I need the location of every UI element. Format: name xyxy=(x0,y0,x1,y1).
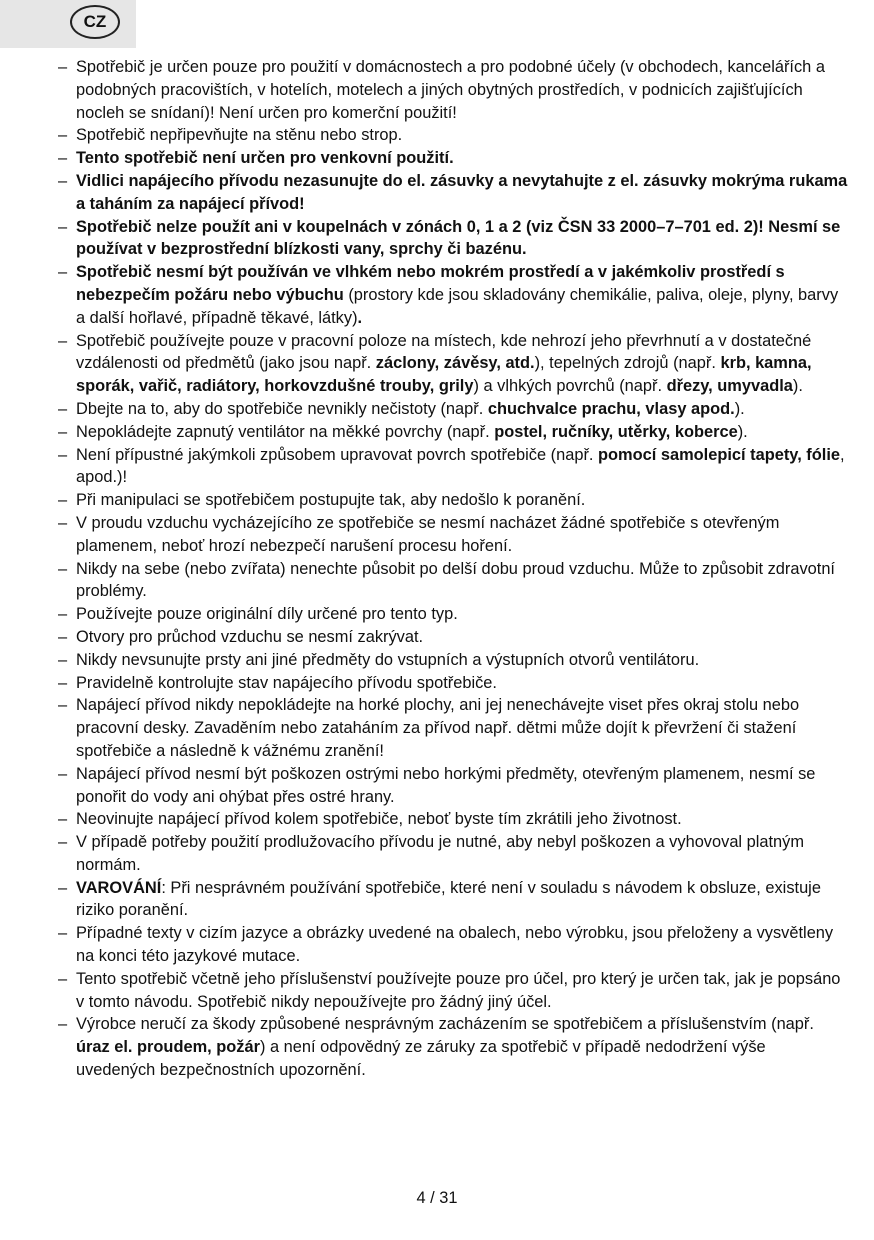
bullet-dash: – xyxy=(58,217,68,236)
item-text: Dbejte na to, aby do spotřebiče nevnikly nečistoty (např. xyxy=(76,399,488,418)
bold-text: Vidlici napájecího přívodu nezasunujte do el. zásuvky a nevytahujte z el. zásuvky mokrýma rukama a taháním za napájecí přívod! xyxy=(76,171,848,213)
item-text: (prostory kde jsou skladovány chemikálie, paliva, oleje, plyny, barvy a další hořlavé, případně těkavé, látky) xyxy=(76,285,839,327)
item-text: , apod.)! xyxy=(76,445,845,487)
bullet-dash: – xyxy=(58,924,68,943)
bullet-dash: – xyxy=(58,764,68,783)
bullet-dash: – xyxy=(58,673,68,692)
list-item xyxy=(58,831,848,877)
list-item xyxy=(58,398,848,421)
bold-text: úraz el. proudem, požár xyxy=(76,1038,260,1057)
item-text: ). xyxy=(734,399,745,418)
list-item xyxy=(58,558,848,604)
list-item xyxy=(58,330,848,398)
item-text: Spotřebič používejte pouze v pracovní poloze na místech, kde nehrozí jeho převrhnutí a v dostatečné vzdálenosti od předmětů (jako jsou např. xyxy=(76,331,812,373)
list-item xyxy=(58,421,848,444)
list-item xyxy=(58,763,848,809)
item-text: V případě potřeby použití prodlužovacího přívodu je nutné, aby nebyl poškozen a vyhovoval platným normám. xyxy=(76,833,805,874)
item-text: Používejte pouze originální díly určené pro tento typ. xyxy=(76,605,458,624)
language-tab xyxy=(0,0,136,48)
bullet-dash: – xyxy=(58,263,68,282)
list-item xyxy=(58,489,848,512)
bullet-dash: – xyxy=(58,969,68,988)
list-item xyxy=(58,877,848,923)
item-text: : Při nesprávném používání spotřebiče, které není v souladu s návodem k obsluze, existuje riziko poranění. xyxy=(76,878,821,920)
bold-text: . xyxy=(357,308,363,327)
bullet-dash: – xyxy=(58,445,68,464)
list-item xyxy=(58,56,848,124)
bullet-dash: – xyxy=(58,171,68,190)
list-item xyxy=(58,649,848,672)
page-number: 4 / 31 xyxy=(416,1189,458,1207)
list-item xyxy=(58,444,848,490)
item-text: ) a vlhkých povrchů (např. xyxy=(473,377,667,396)
item-text: ) a není odpovědný ze záruky za spotřebič v případě nedodržení výše uvedených bezpečnostních upozornění. xyxy=(76,1038,766,1080)
item-text: Spotřebič nepřipevňujte na stěnu nebo strop. xyxy=(76,126,403,145)
list-item xyxy=(58,922,848,968)
list-item xyxy=(58,968,848,1014)
item-text: Napájecí přívod nesmí být poškozen ostrými nebo horkými předměty, otevřeným plamenem, nesmí se ponořit do vody ani ohýbat přes ostré hrany. xyxy=(76,764,816,806)
bold-text: Tento spotřebič není určen pro venkovní použití. xyxy=(76,149,454,168)
item-text: Případné texty v cizím jazyce a obrázky uvedené na obalech, nebo výrobku, jsou přeloženy a vysvětleny na konci této jazykové mutace. xyxy=(76,924,834,966)
bold-text: Spotřebič nelze použít ani v koupelnách v zónách 0, 1 a 2 (viz ČSN 33 2000–7–701 ed. 2)! Nesmí se používat v bezprostřední blízkosti vany, sprchy či bazénu. xyxy=(76,217,841,259)
list-item xyxy=(58,261,848,329)
bullet-dash: – xyxy=(58,833,68,852)
bold-text: dřezy, umyvadla xyxy=(666,377,793,396)
item-text: Otvory pro průchod vzduchu se nesmí zakrývat. xyxy=(76,627,424,646)
bold-text: postel, ručníky, utěrky, koberce xyxy=(494,422,738,441)
list-item xyxy=(58,694,848,762)
item-text: Výrobce neručí za škody způsobené nesprávným zacházením se spotřebičem a příslušenstvím (např. xyxy=(76,1015,814,1034)
bullet-dash: – xyxy=(58,399,68,418)
bullet-dash: – xyxy=(58,878,68,897)
item-text: Není přípustné jakýmkoli způsobem upravovat povrch spotřebiče (např. xyxy=(76,445,599,464)
list-item xyxy=(58,170,848,216)
item-text: V proudu vzduchu vycházejícího ze spotřebiče se nesmí nacházet žádné spotřebiče s otevřeným plamenem, neboť hrozí nebezpečí narušení procesu hoření. xyxy=(76,513,780,555)
item-text: Nikdy na sebe (nebo zvířata) nenechte působit po delší dobu proud vzduchu. Může to způsobit zdravotní problémy. xyxy=(76,559,835,601)
item-text: ). xyxy=(737,422,748,441)
item-text: ), tepelných zdrojů (např. xyxy=(534,354,721,373)
item-text: Nepokládejte zapnutý ventilátor na měkké povrchy (např. xyxy=(76,422,495,441)
item-text: Napájecí přívod nikdy nepokládejte na horké plochy, ani jej nenechávejte viset přes okraj stolu nebo pracovní desky. Zavaděním nebo zataháním za přívod např. dětmi může dojít k převržení či stažení spotřebiče a následně k vážnému zranění! xyxy=(76,696,800,760)
bullet-dash: – xyxy=(58,810,68,829)
list-item xyxy=(58,672,848,695)
bullet-dash: – xyxy=(58,513,68,532)
bold-text: chuchvalce prachu, vlasy apod. xyxy=(487,399,735,418)
list-item xyxy=(58,147,848,170)
bold-text: záclony, závěsy, atd. xyxy=(375,354,535,373)
bullet-dash: – xyxy=(58,58,68,76)
bullet-dash: – xyxy=(58,491,68,510)
item-text: Pravidelně kontrolujte stav napájecího přívodu spotřebiče. xyxy=(76,673,497,692)
list-item xyxy=(58,1013,848,1081)
bullet-dash: – xyxy=(58,605,68,624)
bullet-dash: – xyxy=(58,422,68,441)
list-item xyxy=(58,512,848,558)
item-text: Nikdy nevsunujte prsty ani jiné předměty do vstupních a výstupních otvorů ventilátoru. xyxy=(76,650,700,669)
list-item xyxy=(58,603,848,626)
list-item xyxy=(58,216,848,262)
bold-text: Spotřebič nesmí být používán ve vlhkém nebo mokrém prostředí a v jakémkoliv prostředí s nebezpečím požáru nebo výbuchu xyxy=(76,263,785,304)
item-text: Při manipulaci se spotřebičem postupujte tak, aby nedošlo k poranění. xyxy=(76,491,586,510)
bold-text: krb, kamna, sporák, vařič, radiátory, horkovzdušné trouby, grily xyxy=(76,354,812,396)
item-text: Neovinujte napájecí přívod kolem spotřebiče, neboť byste tím zkrátili jeho životnost. xyxy=(76,810,682,829)
list-item xyxy=(58,808,848,831)
bold-text: VAROVÁNÍ xyxy=(76,878,162,897)
list-item xyxy=(58,626,848,649)
bullet-dash: – xyxy=(58,126,68,145)
bullet-dash: – xyxy=(58,650,68,669)
item-text: Tento spotřebič včetně jeho příslušenství používejte pouze pro účel, pro který je určen tak, jak je popsáno v tomto návodu. Spotřebič nikdy nepoužívejte pro žádný jiný účel. xyxy=(76,969,841,1011)
bold-text: pomocí samolepicí tapety, fólie xyxy=(598,445,841,464)
bullet-dash: – xyxy=(58,559,68,578)
item-text: Spotřebič je určen pouze pro použití v domácnostech a pro podobné účely (v obchodech, kancelářích a podobných pracovištích, v hotelích, motelech a jiných obytných prostředích, v podnicích zajišťujících nocleh se snídaní)! Není určen pro komerční použití! xyxy=(76,58,825,122)
bullet-dash: – xyxy=(58,149,68,168)
item-text: ). xyxy=(792,377,803,396)
language-badge: CZ xyxy=(70,5,120,39)
bullet-dash: – xyxy=(58,627,68,646)
list-item xyxy=(58,124,848,147)
bullet-dash: – xyxy=(58,696,68,715)
safety-instructions-list xyxy=(58,56,848,1082)
bullet-dash: – xyxy=(58,1015,68,1034)
bullet-dash: – xyxy=(58,331,68,350)
